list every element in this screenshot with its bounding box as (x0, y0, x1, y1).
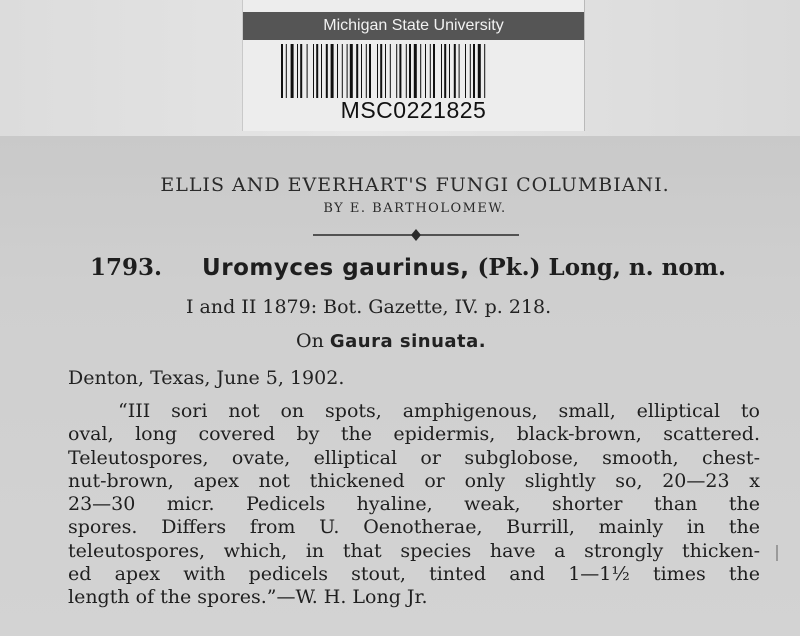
species-heading (90, 254, 770, 281)
host-prefix: On (296, 330, 324, 352)
description-line: Teleutospores, ovate, elliptical or subglobose, smooth, chest- (68, 446, 760, 469)
series-title: ELLIS AND EVERHART'S FUNGI COLUMBIANI. (160, 174, 670, 196)
catalog-number: MSC0221825 (340, 97, 487, 123)
species-name: Uromyces gaurinus, (202, 255, 470, 281)
description-line: length of the spores.”—W. H. Long Jr. (68, 586, 428, 609)
description (68, 400, 760, 610)
sheet-mark (776, 545, 778, 561)
host-name: Gaura sinuata. (329, 331, 487, 352)
host-line (296, 330, 616, 352)
description-line: ed apex with pedicels stout, tinted and 1—1½ times the (68, 563, 760, 586)
description-line: oval, long covered by the epidermis, black-brown, scattered. (68, 423, 760, 446)
specimen-label (0, 136, 800, 636)
description-line: 23—30 micr. Pedicels hyaline, weak, shorter than the (68, 493, 760, 516)
barcode-card (242, 0, 585, 131)
description-line: nut-brown, apex not thickened or only slightly so, 20—23 x (68, 469, 760, 492)
exsiccata-number: 1793. (90, 254, 163, 281)
publication-reference: I and II 1879: Bot. Gazette, IV. p. 218. (186, 296, 552, 318)
locality-date: Denton, Texas, June 5, 1902. (68, 367, 345, 389)
institution-name: Michigan State University (243, 12, 584, 40)
description-line: teleutospores, which, in that species have a strongly thicken- (68, 539, 760, 562)
series-author: BY E. BARTHOLOMEW. (323, 201, 507, 216)
barcode (281, 44, 547, 98)
description-line: spores. Differs from U. Oenotherae, Burrill, mainly in the (68, 516, 760, 539)
species-authority: (Pk.) Long, n. nom. (477, 254, 727, 281)
ornamental-divider (313, 228, 519, 242)
description-line: “III sori not on spots, amphigenous, small, elliptical to (118, 400, 760, 422)
